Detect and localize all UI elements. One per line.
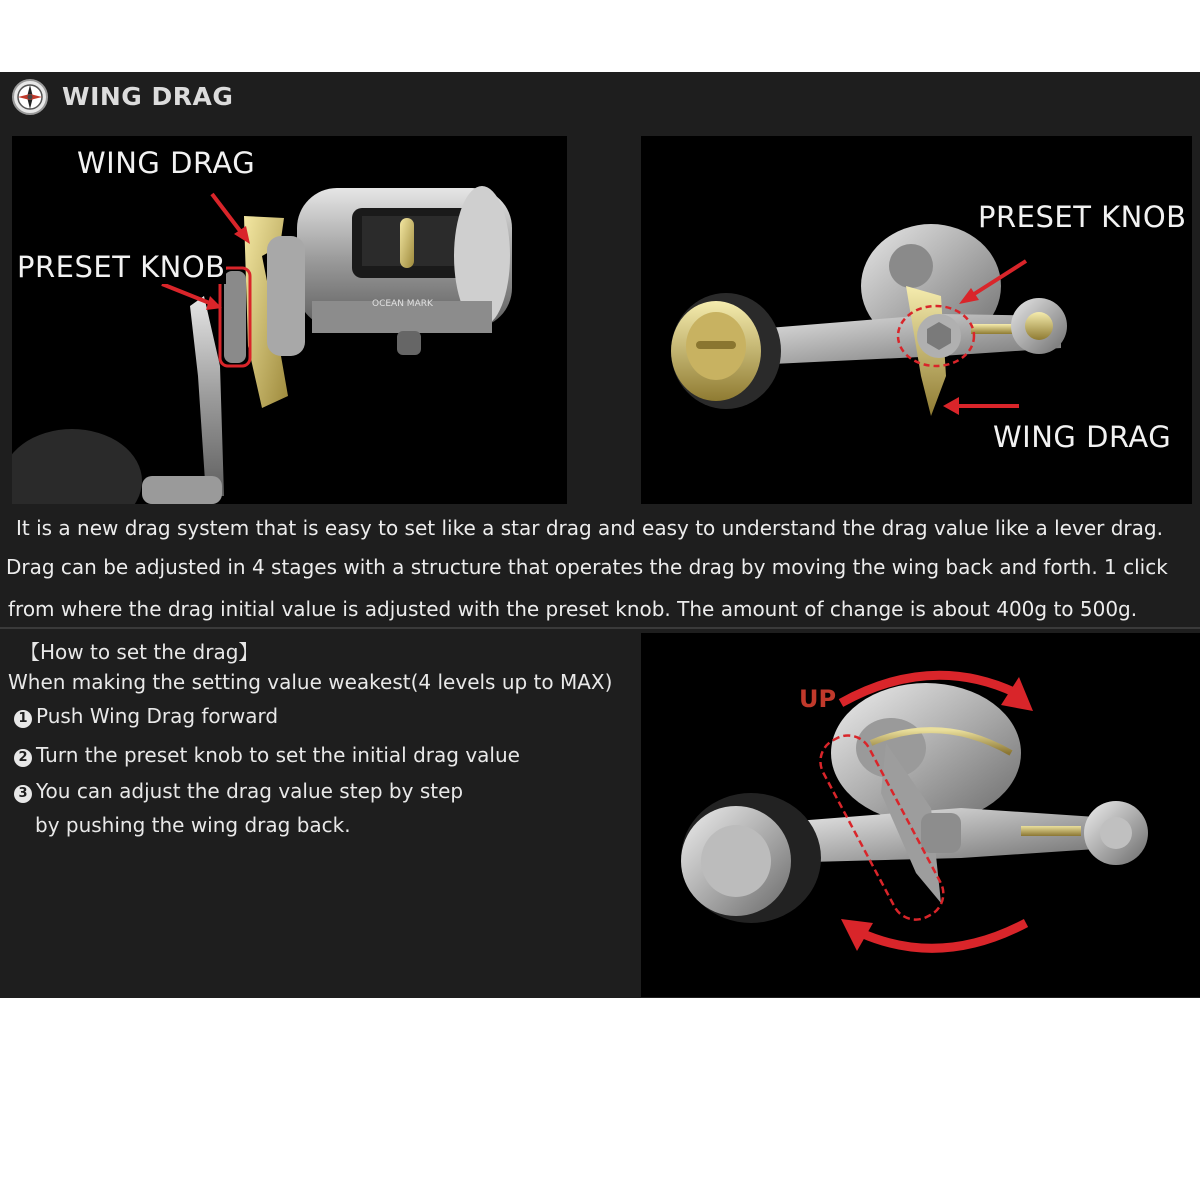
reel-rotation-photo [641,633,1200,997]
step-number-3: 3 [14,785,32,803]
howto-step-1 [14,704,278,728]
reel-rotation-illustration [641,633,1200,997]
description-line-2: Drag can be adjusted in 4 stages with a structure that operates the drag by moving the wing back and forth. 1 click [6,555,1168,579]
reel-brand-text: OCEAN MARK [372,299,433,309]
howto-step-3-continued: by pushing the wing drag back. [35,813,351,837]
description-line-3: from where the drag initial value is adjusted with the preset knob. The amount of change is about 400g to 500g. [8,597,1138,621]
up-label: UP [799,685,837,713]
reel-compass-logo-icon [11,78,49,116]
step-number-2: 2 [14,749,32,767]
howto-heading: 【How to set the drag】 [20,640,259,664]
wing-drag-label: WING DRAG [77,146,256,180]
page-title: WING DRAG [62,82,234,111]
howto-step-3 [14,779,463,803]
reel-top-photo [641,136,1192,504]
preset-knob-label: PRESET KNOB [17,250,226,284]
step-number-1: 1 [14,710,32,728]
wing-drag-label-right: WING DRAG [993,420,1172,454]
step-text-1: Push Wing Drag forward [36,704,279,728]
section-divider [0,627,1200,629]
preset-knob-label-right: PRESET KNOB [978,200,1187,234]
reel-side-photo [12,136,567,504]
reel-side-illustration [12,136,567,504]
description-line-1: It is a new drag system that is easy to set like a star drag and easy to understand the drag value like a lever drag. [16,516,1163,540]
step-text-3: You can adjust the drag value step by step [36,779,464,803]
step-text-2: Turn the preset knob to set the initial drag value [36,743,520,767]
howto-intro: When making the setting value weakest(4 levels up to MAX) [8,670,613,694]
howto-step-2 [14,743,520,767]
